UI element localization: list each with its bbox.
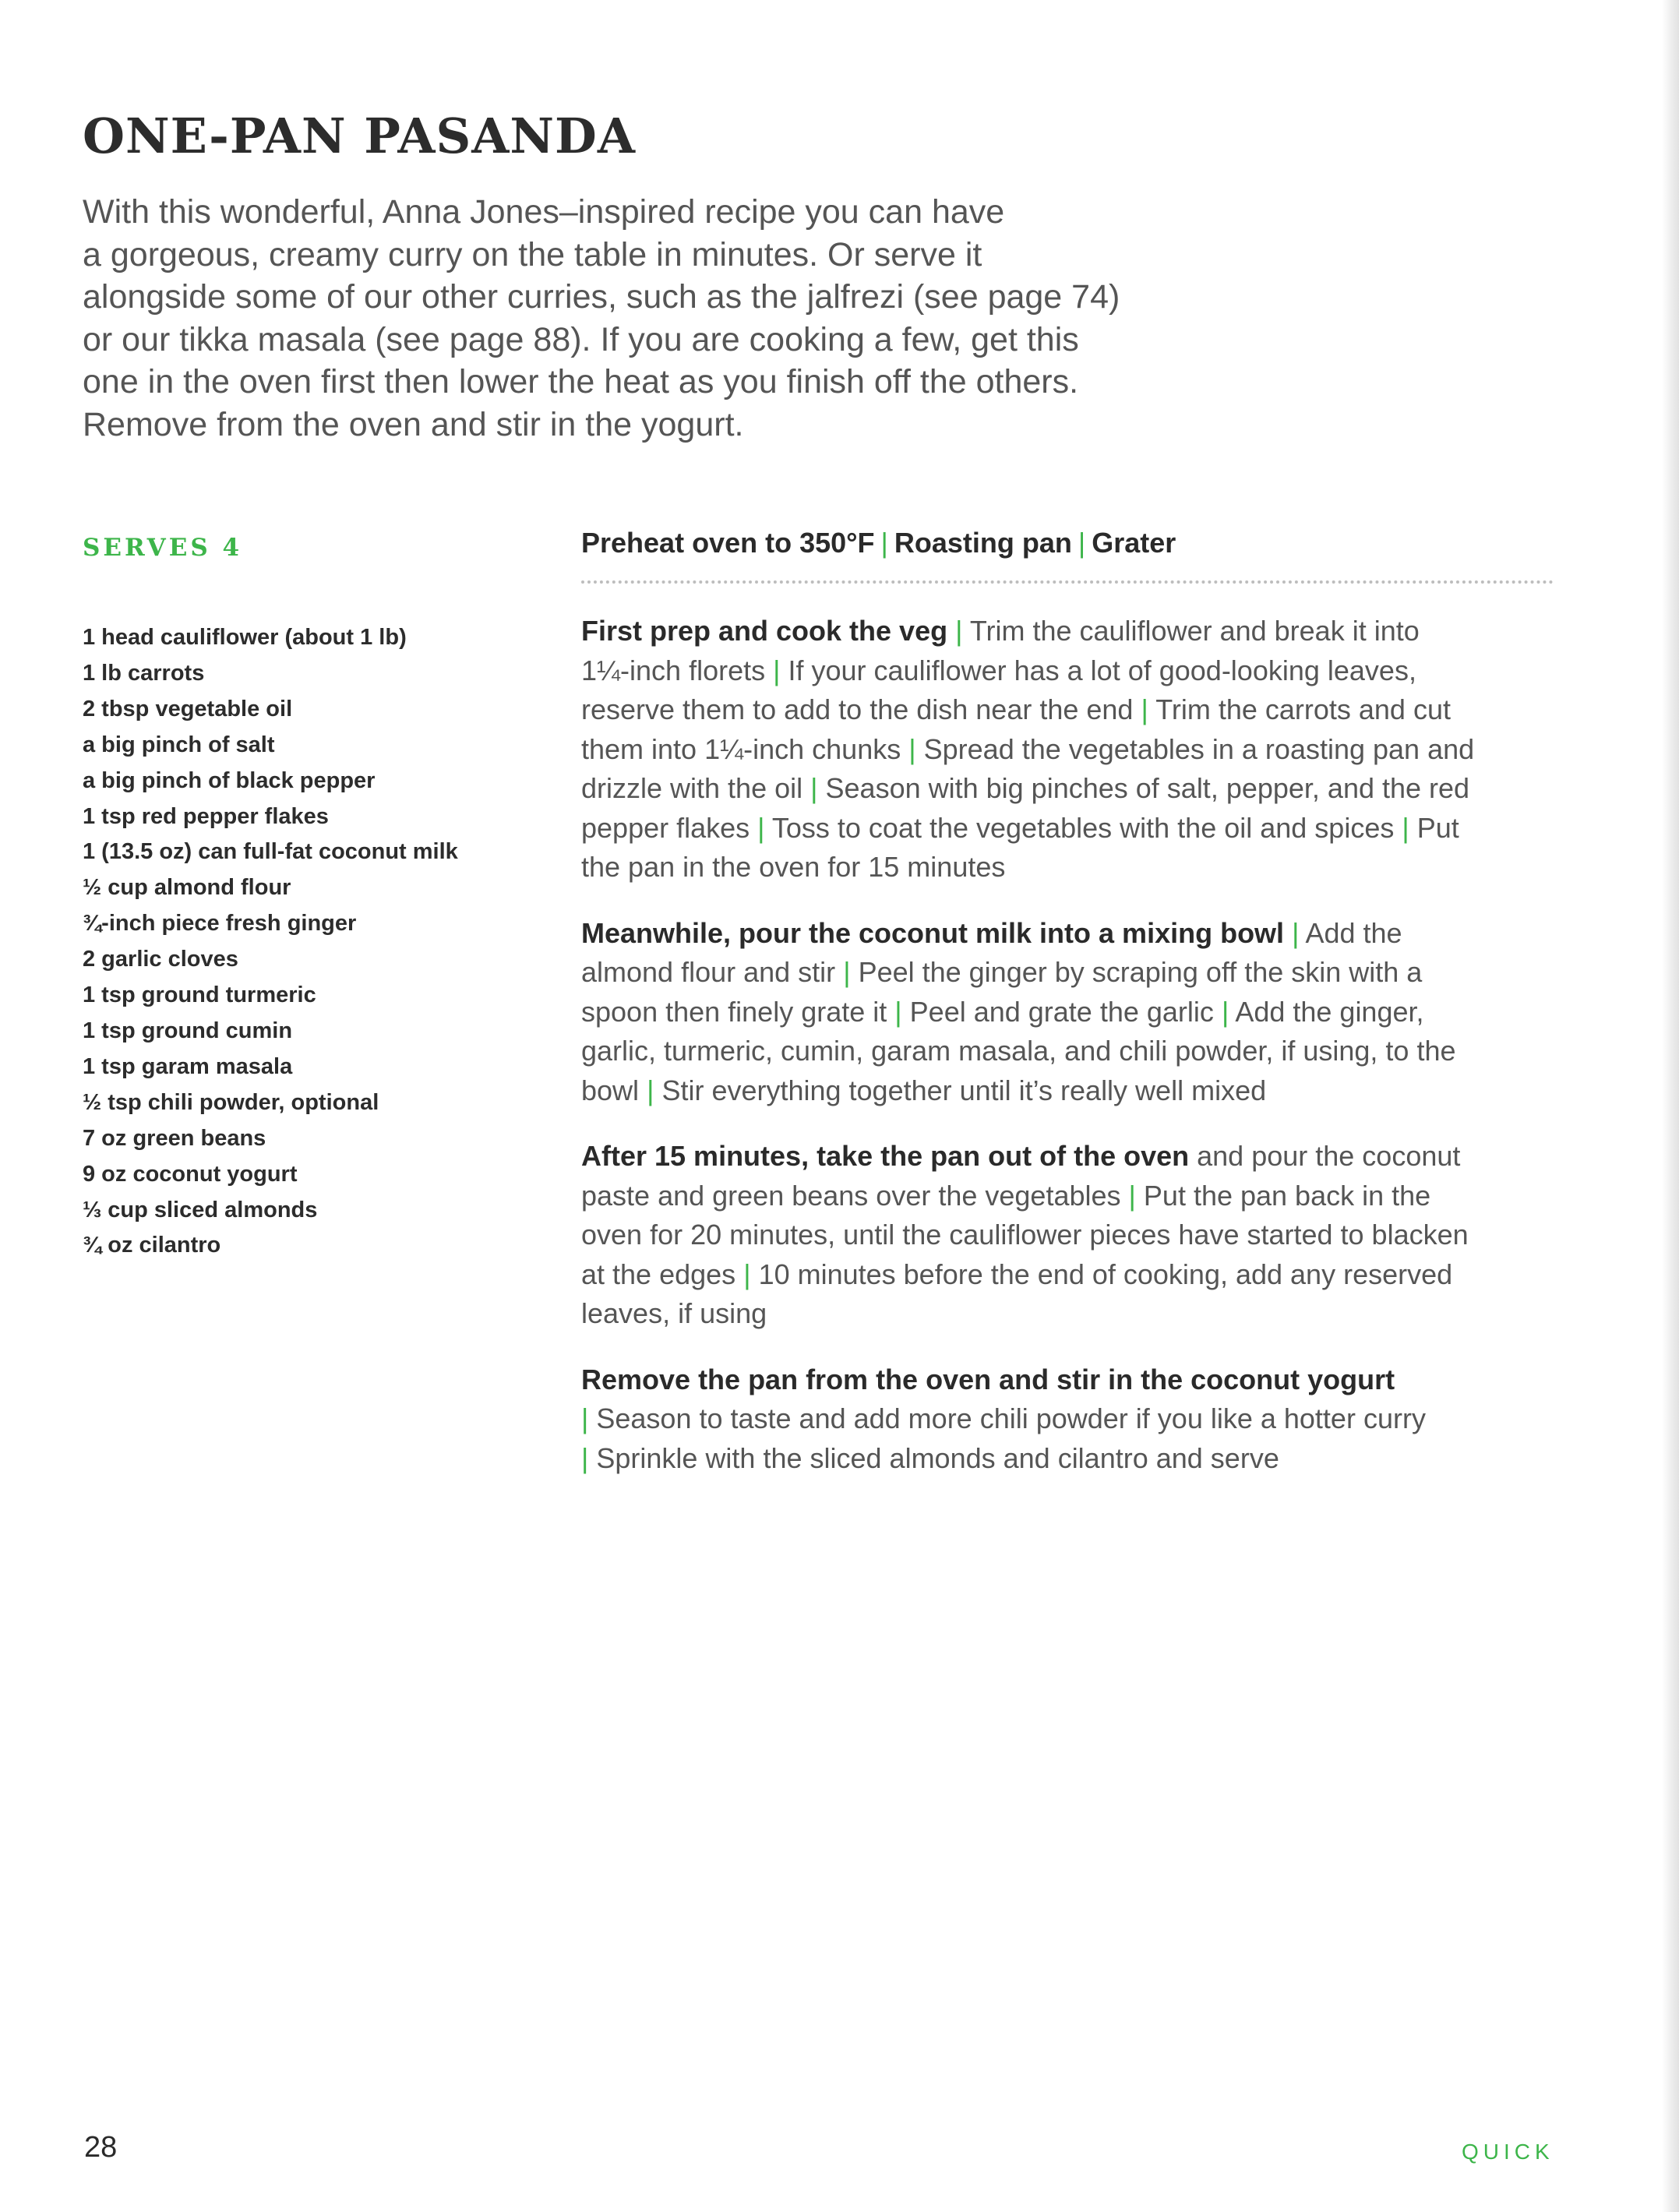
- equipment-grater: Grater: [1092, 527, 1176, 559]
- ingredient-item: 1 (13.5 oz) can full-fat coconut milk: [83, 839, 458, 865]
- separator: |: [880, 527, 888, 559]
- ingredient-item: 1 tsp ground cumin: [83, 1018, 293, 1043]
- ingredient-item: 1 lb carrots: [83, 660, 205, 686]
- method-step-3: After 15 minutes, take the pan out of the oven and pour the coconut paste and green beans over the vegetables | Put the pan back in the oven for 20 minutes, until the cauliflower pieces have started to blacken at the edges | 10 minutes before the end of cooking, add any reserved leaves, if using: [581, 1140, 1469, 1329]
- ingredient-item: a big pinch of black pepper: [83, 767, 376, 793]
- ingredient-item: 1 tsp ground turmeric: [83, 983, 316, 1008]
- equipment-line: [581, 527, 1176, 559]
- dotted-divider: [581, 580, 1554, 584]
- recipe-intro: [83, 191, 1220, 446]
- page-spine-shadow: [1662, 0, 1679, 2212]
- method-step-1: First prep and cook the veg | Trim the cauliflower and break it into 1¼-inch florets | If your cauliflower has a lot of good-looking leaves, reserve them to add to the dish near the end | Trim the carrots and cut them into 1¼-inch chunks | Spread the vegetables in a roasting pan and drizzle with the oil | Season with big pinches of salt, pepper, and the red pepper flakes | Toss to coat the vegetables with the oil and spices | Put the pan in the oven for 15 minutes: [581, 615, 1475, 883]
- ingredient-item: 1 tsp red pepper flakes: [83, 803, 329, 829]
- intro-line: alongside some of our other curries, such as the jalfrezi (see page 74): [83, 278, 1120, 316]
- ingredient-item: 7 oz green beans: [83, 1125, 266, 1151]
- method-step-4: Remove the pan from the oven and stir in the coconut yogurt | Season to taste and add more chili powder if you like a hotter curry | Sprinkle with the sliced almonds and cilantro and serve: [581, 1363, 1426, 1474]
- ingredient-item: 2 tbsp vegetable oil: [83, 696, 293, 721]
- ingredient-item: ⅓ cup sliced almonds: [83, 1197, 318, 1222]
- intro-line: a gorgeous, creamy curry on the table in minutes. Or serve it: [83, 235, 982, 273]
- ingredient-item: a big pinch of salt: [83, 732, 275, 757]
- equipment-roasting-pan: Roasting pan: [894, 527, 1072, 559]
- method-section: [581, 612, 1555, 1505]
- ingredient-list: [83, 620, 458, 1264]
- ingredient-item: ½ cup almond flour: [83, 875, 291, 901]
- oven-temperature: Preheat oven to 350°F: [581, 527, 875, 559]
- intro-line: Remove from the oven and stir in the yogurt.: [83, 405, 744, 443]
- page-number: 28: [84, 2131, 118, 2164]
- ingredient-item: 2 garlic cloves: [83, 947, 238, 972]
- step-lead: Meanwhile, pour the coconut milk into a mixing bowl: [581, 916, 1285, 949]
- serves-label: SERVES 4: [83, 534, 243, 562]
- step-lead: Remove the pan from the oven and stir in the coconut yogurt: [581, 1363, 1395, 1395]
- ingredient-item: ¾ oz cilantro: [83, 1233, 221, 1258]
- separator: |: [1078, 527, 1086, 559]
- recipe-title: ONE-PAN PASANDA: [83, 108, 636, 164]
- step-lead: First prep and cook the veg: [581, 615, 948, 647]
- ingredient-item: 1 head cauliflower (about 1 lb): [83, 625, 407, 650]
- section-label: QUICK: [1462, 2140, 1554, 2164]
- ingredient-item: 9 oz coconut yogurt: [83, 1161, 298, 1187]
- ingredient-item: 1 tsp garam masala: [83, 1053, 293, 1079]
- intro-line: one in the oven first then lower the heat as you finish off the others.: [83, 363, 1079, 400]
- ingredient-item: ½ tsp chili powder, optional: [83, 1089, 379, 1115]
- ingredient-item: ¾-inch piece fresh ginger: [83, 911, 357, 937]
- intro-line: With this wonderful, Anna Jones–inspired recipe you can have: [83, 193, 1005, 231]
- method-step-2: Meanwhile, pour the coconut milk into a mixing bowl | Add the almond flour and stir | Peel the ginger by scraping off the skin with a spoon then finely grate it | Peel and grate the garlic | Add the ginger, garlic, turmeric, cumin, garam masala, and chili powder, if using, to the bowl | Stir everything together until it’s really well mixed: [581, 916, 1456, 1106]
- step-lead: After 15 minutes, take the pan out of the oven: [581, 1140, 1190, 1172]
- intro-line: or our tikka masala (see page 88). If you are cooking a few, get this: [83, 320, 1079, 358]
